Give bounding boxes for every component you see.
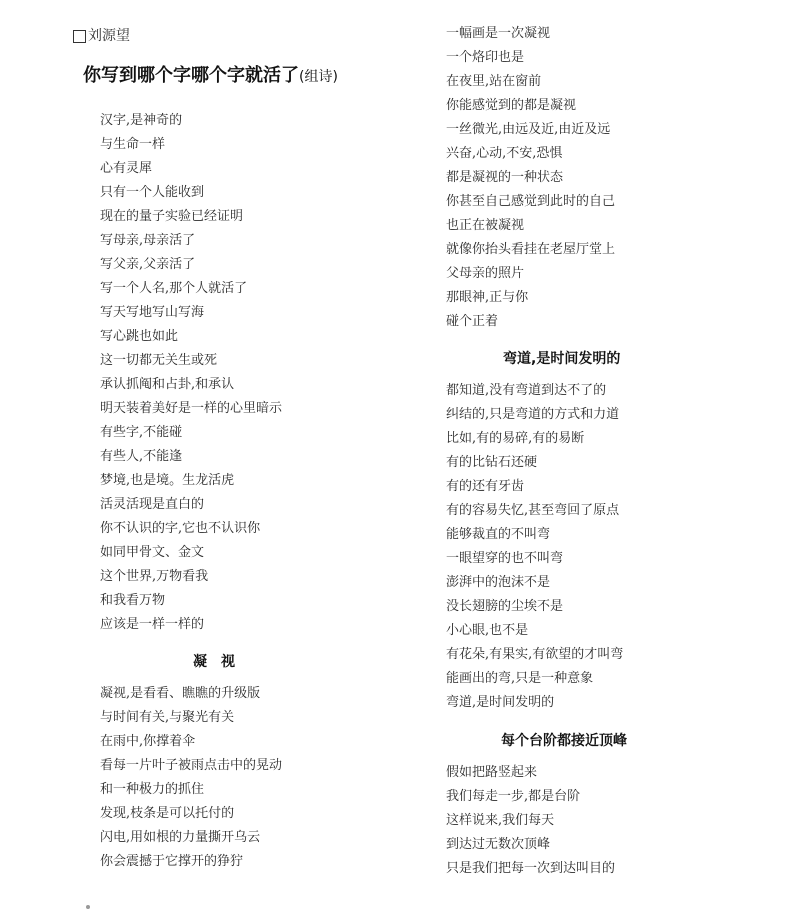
poem-line: 那眼神,正与你 — [446, 290, 529, 305]
poem-line: 写心跳也如此 — [100, 329, 179, 344]
poem-line: 纠结的,只是弯道的方式和力道 — [446, 407, 620, 422]
poem-line: 就像你抬头看挂在老屋厅堂上 — [446, 242, 616, 257]
author-name: 刘源望 — [88, 28, 130, 44]
poem-line: 写母亲,母亲活了 — [100, 233, 196, 248]
poem-line: 心有灵犀 — [100, 161, 153, 176]
poem-line: 我们每走一步,都是台阶 — [446, 789, 581, 804]
poem-line: 如同甲骨文、金文 — [100, 545, 205, 560]
poem-line: 碰个正着 — [446, 314, 499, 329]
poem-line: 只是我们把每一次到达叫目的 — [446, 861, 616, 876]
poem-line: 你能感觉到的都是凝视 — [446, 98, 577, 113]
poem-line: 能够裁直的不叫弯 — [446, 527, 551, 542]
poem-line: 比如,有的易碎,有的易断 — [446, 431, 585, 446]
poem-line: 一眼望穿的也不叫弯 — [446, 551, 564, 566]
poem-line: 在雨中,你撑着伞 — [100, 734, 196, 749]
poem-line: 都是凝视的一种状态 — [446, 170, 564, 185]
poem-line: 兴奋,心动,不安,恐惧 — [446, 146, 563, 161]
poem-line: 都知道,没有弯道到达不了的 — [446, 383, 607, 398]
poem-line: 到达过无数次顶峰 — [446, 837, 551, 852]
poem2-lines-left — [100, 682, 420, 874]
poem-line: 在夜里,站在窗前 — [446, 74, 542, 89]
poem-line: 澎湃中的泡沫不是 — [446, 575, 551, 590]
poem-line: 汉字,是神奇的 — [100, 113, 183, 128]
poem-line: 承认抓阄和占卦,和承认 — [100, 377, 235, 392]
poem-line: 这一切都无关生或死 — [100, 353, 218, 368]
poem-line: 有的还有牙齿 — [446, 479, 525, 494]
poem3-lines — [446, 379, 800, 715]
main-title-suffix: (组诗) — [299, 69, 338, 85]
poem-line: 与时间有关,与聚光有关 — [100, 710, 235, 725]
poem-line: 闪电,用如根的力量撕开乌云 — [100, 830, 261, 845]
poem-line: 凝视,是看看、瞧瞧的升级版 — [100, 686, 261, 701]
poem-line: 应该是一样一样的 — [100, 617, 205, 632]
poem4-title: 每个台阶都接近顶峰 — [501, 733, 627, 749]
poem-line: 写一个人名,那个人就活了 — [100, 281, 248, 296]
author-byline — [73, 27, 130, 45]
poem-line: 你会震撼于它撑开的狰狞 — [100, 854, 244, 869]
poem-line: 一丝微光,由远及近,由近及远 — [446, 122, 611, 137]
square-box-icon — [73, 30, 86, 43]
poem-line: 小心眼,也不是 — [446, 623, 529, 638]
poem-line: 现在的量子实验已经证明 — [100, 209, 244, 224]
poem-line: 这样说来,我们每天 — [446, 813, 555, 828]
poem-line: 和我看万物 — [100, 593, 166, 608]
main-title-text: 你写到哪个字哪个字就活了 — [83, 65, 299, 86]
poem-line: 你不认识的字,它也不认识你 — [100, 521, 261, 536]
main-title — [83, 64, 338, 89]
poem-line: 和一种极力的抓住 — [100, 782, 205, 797]
poem-line: 有些人,不能逢 — [100, 449, 183, 464]
poem-line: 这个世界,万物看我 — [100, 569, 209, 584]
poem-line: 父母亲的照片 — [446, 266, 525, 281]
poem1-lines — [100, 109, 420, 637]
poem-line: 假如把路竖起来 — [446, 765, 538, 780]
poem-line: 有些字,不能碰 — [100, 425, 183, 440]
poem-line: 有花朵,有果实,有欲望的才叫弯 — [446, 647, 624, 662]
poem2-title: 凝 视 — [193, 654, 235, 670]
poem-line: 没长翅膀的尘埃不是 — [446, 599, 564, 614]
poem-line: 梦境,也是境。生龙活虎 — [100, 473, 235, 488]
page-dot — [86, 905, 90, 909]
poem4-lines — [446, 761, 800, 881]
poem-line: 一幅画是一次凝视 — [446, 26, 551, 41]
poem-line: 有的容易失忆,甚至弯回了原点 — [446, 503, 620, 518]
poem-line: 有的比钻石还硬 — [446, 455, 538, 470]
poem3-title: 弯道,是时间发明的 — [503, 351, 621, 367]
poem-line: 明天装着美好是一样的心里暗示 — [100, 401, 283, 416]
poem-line: 看每一片叶子被雨点击中的晃动 — [100, 758, 283, 773]
poem-line: 发现,枝条是可以托付的 — [100, 806, 235, 821]
poem-line: 写父亲,父亲活了 — [100, 257, 196, 272]
poem-line: 一个烙印也是 — [446, 50, 525, 65]
poem-line: 弯道,是时间发明的 — [446, 695, 555, 710]
poem2-lines-right — [446, 22, 800, 334]
poem-line: 也正在被凝视 — [446, 218, 525, 233]
poem-line: 你甚至自己感觉到此时的自己 — [446, 194, 616, 209]
poem-line: 活灵活现是直白的 — [100, 497, 205, 512]
poem-line: 与生命一样 — [100, 137, 166, 152]
poem-line: 写天写地写山写海 — [100, 305, 205, 320]
poem-line: 能画出的弯,只是一种意象 — [446, 671, 594, 686]
poem-line: 只有一个人能收到 — [100, 185, 205, 200]
